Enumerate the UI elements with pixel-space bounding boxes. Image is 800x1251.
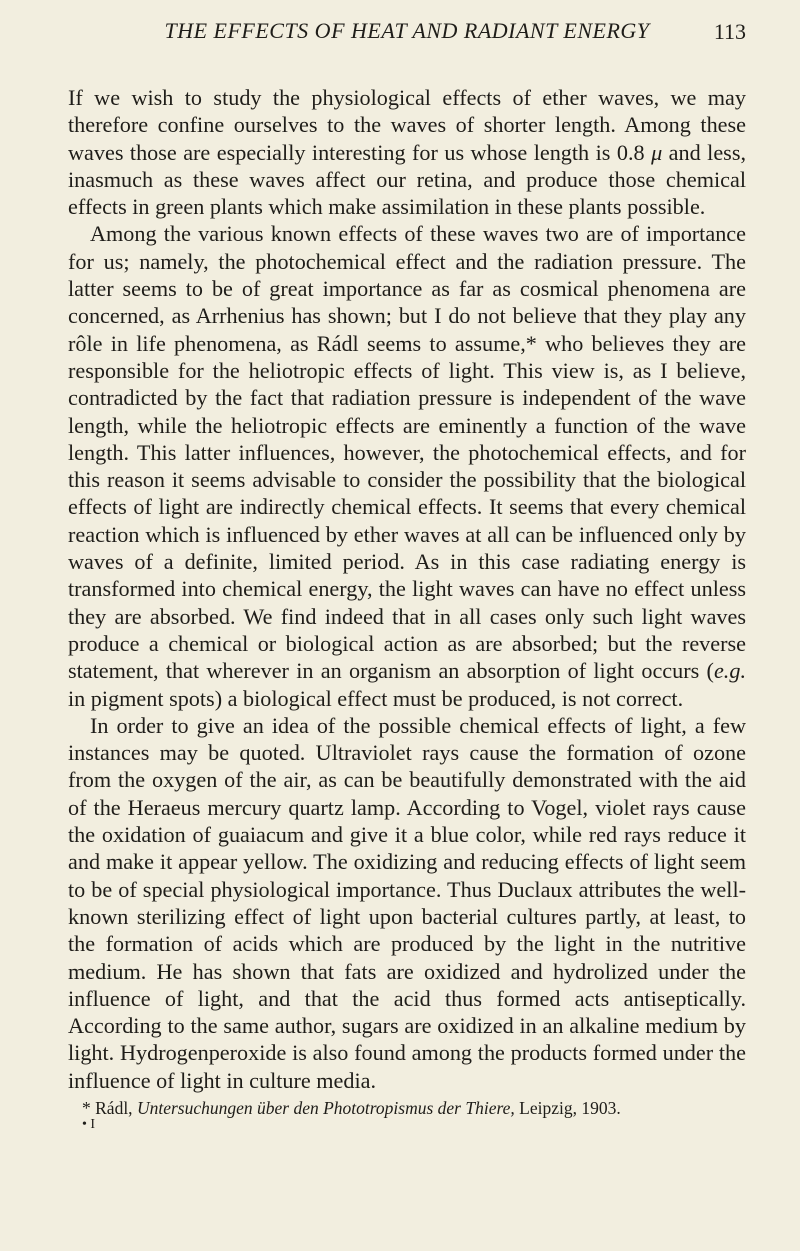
footnote: [68, 1098, 746, 1118]
paragraph-2-text-b: in pigment spots) a biological effect must be produced, is not correct.: [68, 685, 684, 711]
paragraph-1-text-b: and less, inasmuch as these waves affect our retina, and produce those chemical effects in green plants which make assimilation in these plants possible.: [68, 139, 747, 220]
paragraph-2: [68, 220, 746, 711]
micron-symbol: μ: [651, 139, 663, 165]
book-page: [68, 18, 746, 1132]
paragraph-1-text-a: If we wish to study the physiological effects of ether waves, we may therefore confine ourselves to the waves of shorter length. Among these waves those are especially interesting for us whose length is 0.8: [68, 85, 746, 165]
paragraph-1: [68, 84, 746, 220]
footnote-rest: Leipzig, 1903.: [514, 1097, 621, 1118]
paragraph-2-text-a: Among the various known effects of these waves two are of importance for us; namely, the photochemical effect and the radiation pressure. The latter seems to be of great importance as far as cosmical phenomena are concerned, as Arrhenius has shown; but I do not believe that they play any rôle in life phenomena, as Rádl seems to assume,* who believes they are responsible for the heliotropic effects of light. This view is, as I believe, contradicted by the fact that radiation pressure is independent of the wave length, while the heliotropic effects are eminently a function of the wave length. This latter influences, however, the photochemical effects, and for this reason it seems advisable to consider the possibility that the biological effects of light are indirectly chemical effects. It seems that every chemical reaction which is influenced by ether waves at all can be influenced only by waves of a definite, limited period. As in this case radiating energy is transformed into chemical energy, the light waves can have no effect unless they are absorbed. We find indeed that in all cases only such light waves produce a chemical or biological action as are absorbed; but the reverse statement, that wherever in an organism an absorption of light occurs (: [68, 221, 746, 684]
running-title: THE EFFECTS OF HEAT AND RADIANT ENERGY: [164, 18, 650, 43]
paragraph-3: In order to give an idea of the possible chemical effects of light, a few instances may be quoted. Ultraviolet rays cause the formation of ozone from the oxygen of the air, as can be beautifully demonstrated with the aid of the Heraeus mercury quartz lamp. According to Vogel, violet rays cause the oxidation of guaiacum and give it a blue color, while red rays reduce it and make it appear yellow. The oxidizing and reducing effects of light seem to be of special physiological importance. Thus Duclaux attributes the well-known sterilizing effect of light upon bacterial cultures partly, at least, to the formation of acids which are produced by the light in the nutritive medium. He has shown that fats are oxidized and hydrolized under the influence of light, and that the acid thus formed acts antiseptically. According to the same author, sugars are oxidized in an alkaline medium by light. Hydrogenperoxide is also found among the products formed under the influence of light in culture media.: [68, 712, 746, 1093]
page-number: 113: [713, 19, 746, 44]
eg-abbreviation: e.g.: [713, 658, 746, 684]
footnote-marker: * Rádl,: [82, 1097, 137, 1118]
signature-mark: • I: [82, 1116, 96, 1132]
body-text: [68, 84, 746, 1094]
footnote-title: Untersuchungen über den Phototropismus der Thiere,: [136, 1097, 515, 1118]
running-head: [68, 18, 746, 58]
